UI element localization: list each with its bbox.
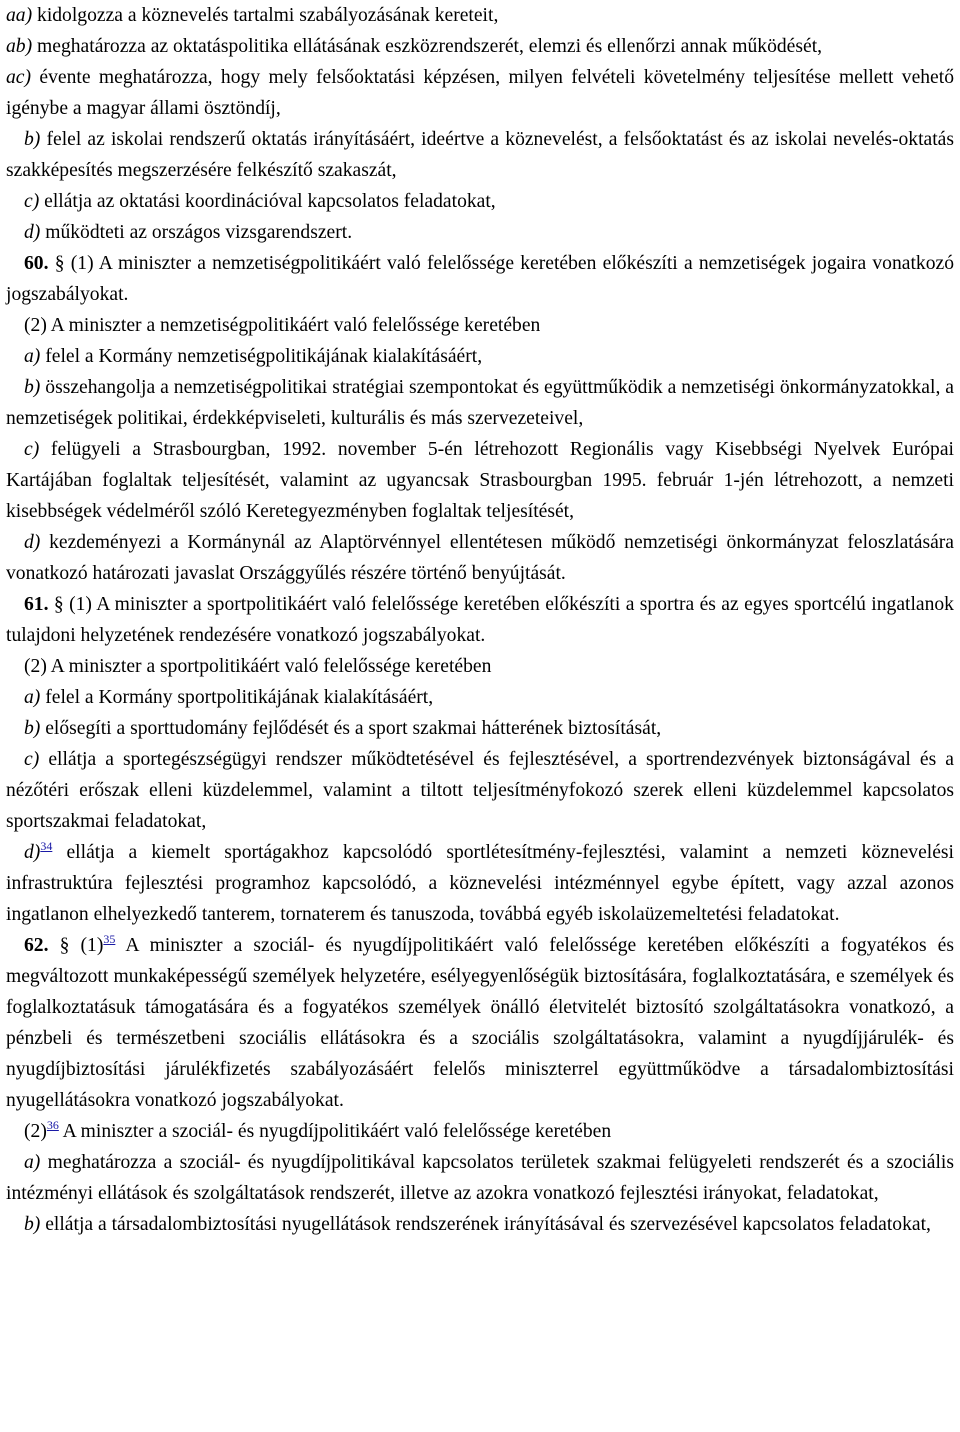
section-symbol: § xyxy=(54,253,65,274)
item-text: kezdeményezi a Kormánynál az Alaptörvénnyel ellentétesen működő nemzetiségi önkormányzat feloszlatására vonatkozó határozati javaslat Országgyűlés részére történő benyújtását. xyxy=(6,532,954,584)
item-text: kidolgozza a köznevelés tartalmi szabályozásának kereteit, xyxy=(32,5,499,26)
item-text: meghatározza az oktatáspolitika ellátásának eszközrendszerét, elemzi és ellenőrzi annak működését, xyxy=(32,36,823,57)
paragraph-59-d xyxy=(6,217,954,248)
paragraph-ab xyxy=(6,31,954,62)
paragraph-59-b xyxy=(6,124,954,186)
subsection-number: (2) xyxy=(24,1121,47,1142)
paragraph-aa xyxy=(6,0,954,31)
section-60-1 xyxy=(6,248,954,310)
item-text: összehangolja a nemzetiségpolitikai stratégiai szempontokat és együttműködik a nemzetiségi önkormányzatokkal, a nemzetiségek politikai, érdekképviseleti, kulturális és más szervezeteivel, xyxy=(6,377,954,429)
item-text: felel a Kormány nemzetiségpolitikájának kialakításáért, xyxy=(40,346,483,367)
section-number: 60. xyxy=(24,253,49,274)
item-text: felügyeli a Strasbourgban, 1992. november 5-én létrehozott Regionális vagy Kisebbségi Nyelvek Európai Kartájában foglaltak teljesítését, valamint az ugyancsak Strasbourgban 1995. február 1-jén létrehozott, a nemzeti kisebbségek védelméről szóló Keretegyezményben foglaltak teljesítését, xyxy=(6,439,954,522)
item-label: d) xyxy=(24,222,41,243)
item-text: évente meghatározza, hogy mely felsőoktatási képzésen, milyen felvételi követelmény teljesítése mellett vehető igénybe a magyar állami ösztöndíj, xyxy=(6,67,954,119)
paragraph-61-b xyxy=(6,713,954,744)
item-label: a) xyxy=(24,687,41,708)
item-label: c) xyxy=(24,749,40,770)
item-text: felel a Kormány sportpolitikájának kialakításáért, xyxy=(40,687,434,708)
paragraph-62-b xyxy=(6,1209,954,1240)
item-text: (2) A miniszter a sportpolitikáért való felelőssége keretében xyxy=(24,656,492,677)
paragraph-59-c xyxy=(6,186,954,217)
item-text: ellátja a sportegészségügyi rendszer működtetésével és fejlesztésével, a sportrendezvények biztonságával és a nézőtéri erőszak elleni küzdelemmel, valamint a tiltott teljesítményfokozó szerek elleni küzdelemmel kapcsolatos sportszakmai feladatokat, xyxy=(6,749,954,832)
item-text: ellátja a kiemelt sportágakhoz kapcsolódó sportlétesítmény-fejlesztési, valamint a nemzeti köznevelési infrastruktúra fejlesztési programhoz kapcsolódó, a köznevelési intézménnyel egybe épített, vagy azzal azonos ingatlanon elhelyezkedő tanterem, tornaterem és tanuszoda, továbbá egyéb iskolaüzemeltetési feladatokat. xyxy=(6,842,954,925)
section-number: 61. xyxy=(24,594,49,615)
footnote-link-34[interactable]: 34 xyxy=(40,839,53,853)
footnote-link-35[interactable]: 35 xyxy=(103,932,116,946)
item-label: c) xyxy=(24,191,40,212)
footnote-link-36[interactable]: 36 xyxy=(46,1118,59,1132)
section-number: 62. xyxy=(24,935,49,956)
section-61-2 xyxy=(6,651,954,682)
section-62-1 xyxy=(6,930,954,1116)
section-61-1 xyxy=(6,589,954,651)
item-label: a) xyxy=(24,1152,41,1173)
paragraph-61-d xyxy=(6,837,954,930)
item-text: felel az iskolai rendszerű oktatás irányításáért, ideértve a köznevelést, a felsőoktatást és az iskolai nevelés-oktatás szakképesítés megszerzésére felkészítő szakaszát, xyxy=(6,129,954,181)
item-label: ac) xyxy=(6,67,32,88)
paragraph-ac xyxy=(6,62,954,124)
item-label: b) xyxy=(24,1214,41,1235)
paragraph-60-d xyxy=(6,527,954,589)
item-text: ellátja a társadalombiztosítási nyugellátások rendszerének irányításával és szervezésével kapcsolatos feladatokat, xyxy=(40,1214,931,1235)
item-label: d) xyxy=(24,532,41,553)
item-text: (1) A miniszter a nemzetiségpolitikáért való felelőssége keretében előkészíti a nemzetiségek jogaira vonatkozó jogszabályokat. xyxy=(6,253,954,305)
item-label: d) xyxy=(24,842,41,863)
item-label: c) xyxy=(24,439,40,460)
paragraph-61-c xyxy=(6,744,954,837)
paragraph-62-a xyxy=(6,1147,954,1209)
item-text: (2) A miniszter a nemzetiségpolitikáért való felelőssége keretében xyxy=(24,315,541,336)
item-label: b) xyxy=(24,129,41,150)
item-label: aa) xyxy=(6,5,33,26)
item-text: működteti az országos vizsgarendszert. xyxy=(40,222,353,243)
section-symbol: § xyxy=(59,935,70,956)
item-text: elősegíti a sporttudomány fejlődését és a sport szakmai hátterének biztosítását, xyxy=(40,718,662,739)
section-symbol: § xyxy=(53,594,64,615)
item-label: ab) xyxy=(6,36,33,57)
item-label: b) xyxy=(24,718,41,739)
item-text: (1) A miniszter a sportpolitikáért való felelőssége keretében előkészíti a sportra és az egyes sportcélú ingatlanok tulajdoni helyzetének rendezésére vonatkozó jogszabályokat. xyxy=(6,594,954,646)
paragraph-60-b xyxy=(6,372,954,434)
item-text: A miniszter a szociál- és nyugdíjpolitikáért való felelőssége keretében előkészíti a fogyatékos és megváltozott munkaképességű személyek helyzetére, esélyegyenlőségük biztosítására, foglalkoztatására, e személyek és foglalkoztatásuk támogatására és a fogyatékos személyek önálló életvitelét biztosító szolgáltatásokra vonatkozó, a pénzbeli és természetbeni szociális ellátásokra és a szociális szolgáltatásokra, valamint a nyugdíjjárulék- és nyugdíjbiztosítási járulékfizetés szabályozásáért felelős miniszterrel együttműködve a társadalombiztosítási nyugellátásokra vonatkozó jogszabályokat. xyxy=(6,935,955,1111)
paragraph-60-c xyxy=(6,434,954,527)
section-60-2 xyxy=(6,310,954,341)
item-label: a) xyxy=(24,346,41,367)
item-text: A miniszter a szociál- és nyugdíjpolitikáért való felelőssége keretében xyxy=(58,1121,612,1142)
subsection-number: (1) xyxy=(69,935,104,956)
paragraph-60-a xyxy=(6,341,954,372)
section-62-2 xyxy=(6,1116,954,1147)
item-text: meghatározza a szociál- és nyugdíjpolitikával kapcsolatos területek szakmai felügyeleti rendszerét és a szociális intézményi ellátások és szolgáltatások rendszerét, illetve az azokra vonatkozó fejlesztési irányokat, feladatokat, xyxy=(6,1152,954,1204)
item-text: ellátja az oktatási koordinációval kapcsolatos feladatokat, xyxy=(39,191,496,212)
paragraph-61-a xyxy=(6,682,954,713)
item-label: b) xyxy=(24,377,41,398)
